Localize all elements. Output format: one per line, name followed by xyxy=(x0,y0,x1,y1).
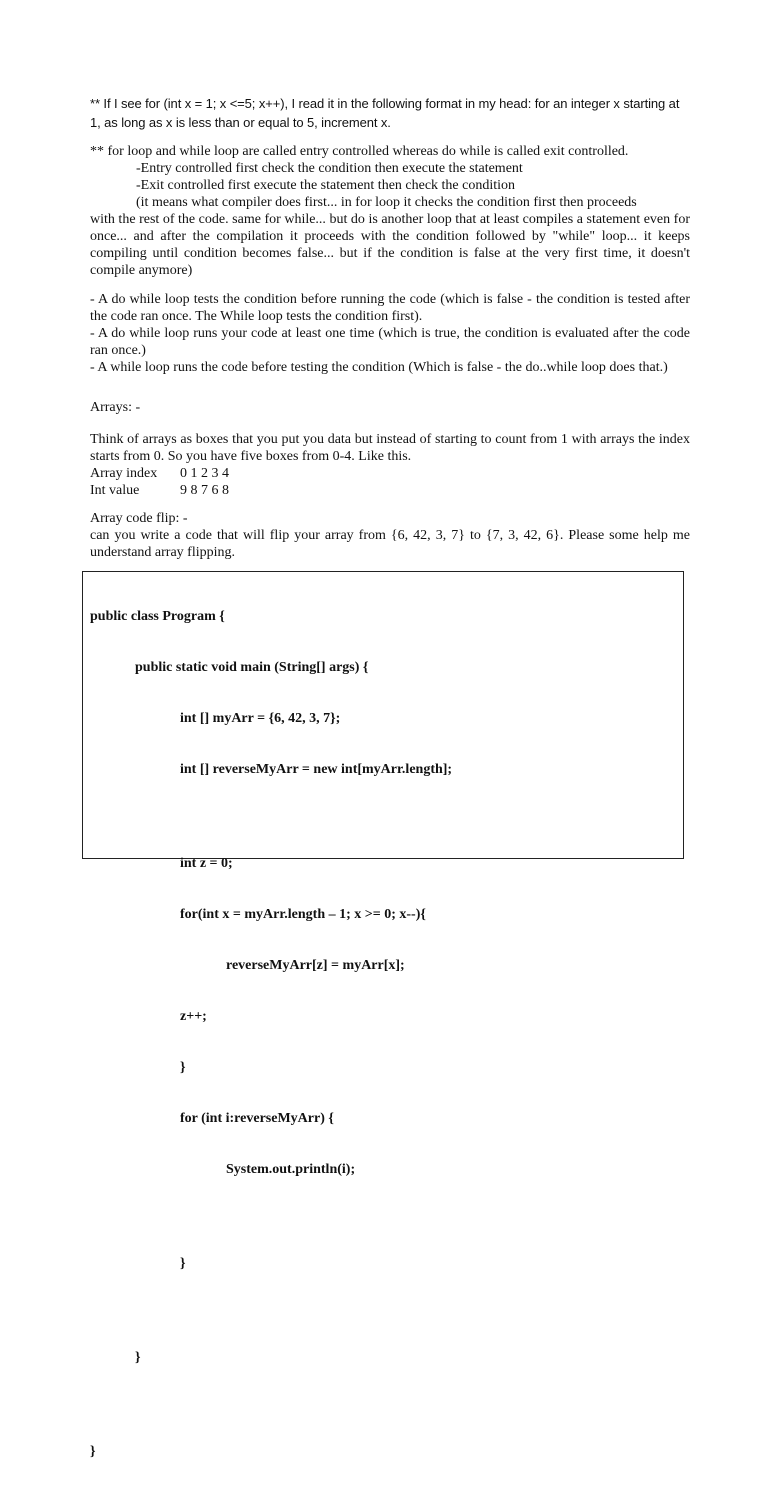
code-blank-line xyxy=(90,1212,452,1221)
loop-note xyxy=(90,143,690,279)
explain-first-line: (it means what compiler does first... in for loop it checks the condition first then proceeds xyxy=(136,195,637,210)
code-line: public class Program { xyxy=(90,609,225,624)
flip-section xyxy=(90,510,690,561)
statement-item: - A while loop runs the code before testing the condition (Which is false - the do..while loop does that.) xyxy=(90,360,668,375)
array-index-values: 0 1 2 3 4 xyxy=(180,466,229,481)
code-line: for (int i:reverseMyArr) { xyxy=(180,1111,334,1126)
loop-note-heading: ** for loop and while loop are called entry controlled whereas do while is called exit controlled. xyxy=(90,144,629,159)
int-value-label: Int value xyxy=(90,483,140,498)
int-value-values: 9 8 7 6 8 xyxy=(180,483,229,498)
statement-item: - A do while loop runs your code at least one time (which is true, the condition is evaluated after the code ran once.) xyxy=(90,326,690,358)
code-blank-line xyxy=(90,812,452,821)
code-line: reverseMyArr[z] = myArr[x]; xyxy=(226,958,405,973)
code-line: for(int x = myArr.length – 1; x >= 0; x--){ xyxy=(180,907,426,922)
code-line: System.out.println(i); xyxy=(226,1162,356,1177)
exit-controlled-line: -Exit controlled first execute the statement then check the condition xyxy=(136,178,516,193)
code-blank-line xyxy=(90,1306,452,1315)
code-line: int [] reverseMyArr = new int[myArr.length]; xyxy=(180,762,453,777)
array-index-row xyxy=(90,465,690,482)
entry-controlled-line: -Entry controlled first check the condition then execute the statement xyxy=(136,161,523,176)
code-line: } xyxy=(180,1060,186,1075)
code-line: int z = 0; xyxy=(180,856,233,871)
intro-note: ** If I see for (int x = 1; x <=5; x++), I read it in the following format in my head: for an integer x starting at 1, as long as x is less than or equal to 5, increment x. xyxy=(90,96,680,130)
int-value-row xyxy=(90,482,690,499)
code-line: public static void main (String[] args) { xyxy=(135,660,369,675)
code-listing xyxy=(90,574,452,1494)
arrays-heading xyxy=(90,399,690,416)
explain-rest: with the rest of the code. same for while... but do is another loop that at least compiles a statement even for once... and after the compilation it proceeds with the condition followed by "while" loop... it keeps compiling until condition becomes false... but if the condition is false at the very first time, it doesn't compile anymore) xyxy=(90,212,690,278)
arrays-section xyxy=(90,431,690,499)
code-line: } xyxy=(180,1256,186,1271)
code-line: int [] myArr = {6, 42, 3, 7}; xyxy=(180,711,341,726)
code-blank-line xyxy=(90,1400,452,1409)
code-line: } xyxy=(135,1350,141,1365)
arrays-description: Think of arrays as boxes that you put you data but instead of starting to count from 1 with arrays the index starts from 0. So you have five boxes from 0-4. Like this. xyxy=(90,432,690,464)
code-line: } xyxy=(90,1444,96,1459)
statement-item: - A do while loop tests the condition before running the code (which is false - the condition is tested after the code ran once. The While loop tests the condition first). xyxy=(90,292,690,324)
statements-list xyxy=(90,291,690,376)
flip-question: can you write a code that will flip your array from {6, 42, 3, 7} to {7, 3, 42, 6}. Please some help me understand array flipping. xyxy=(90,528,690,560)
flip-heading: Array code flip: - xyxy=(90,511,188,526)
array-index-label: Array index xyxy=(90,466,158,481)
code-line: z++; xyxy=(180,1009,207,1024)
arrays-heading-text: Arrays: - xyxy=(90,400,141,415)
